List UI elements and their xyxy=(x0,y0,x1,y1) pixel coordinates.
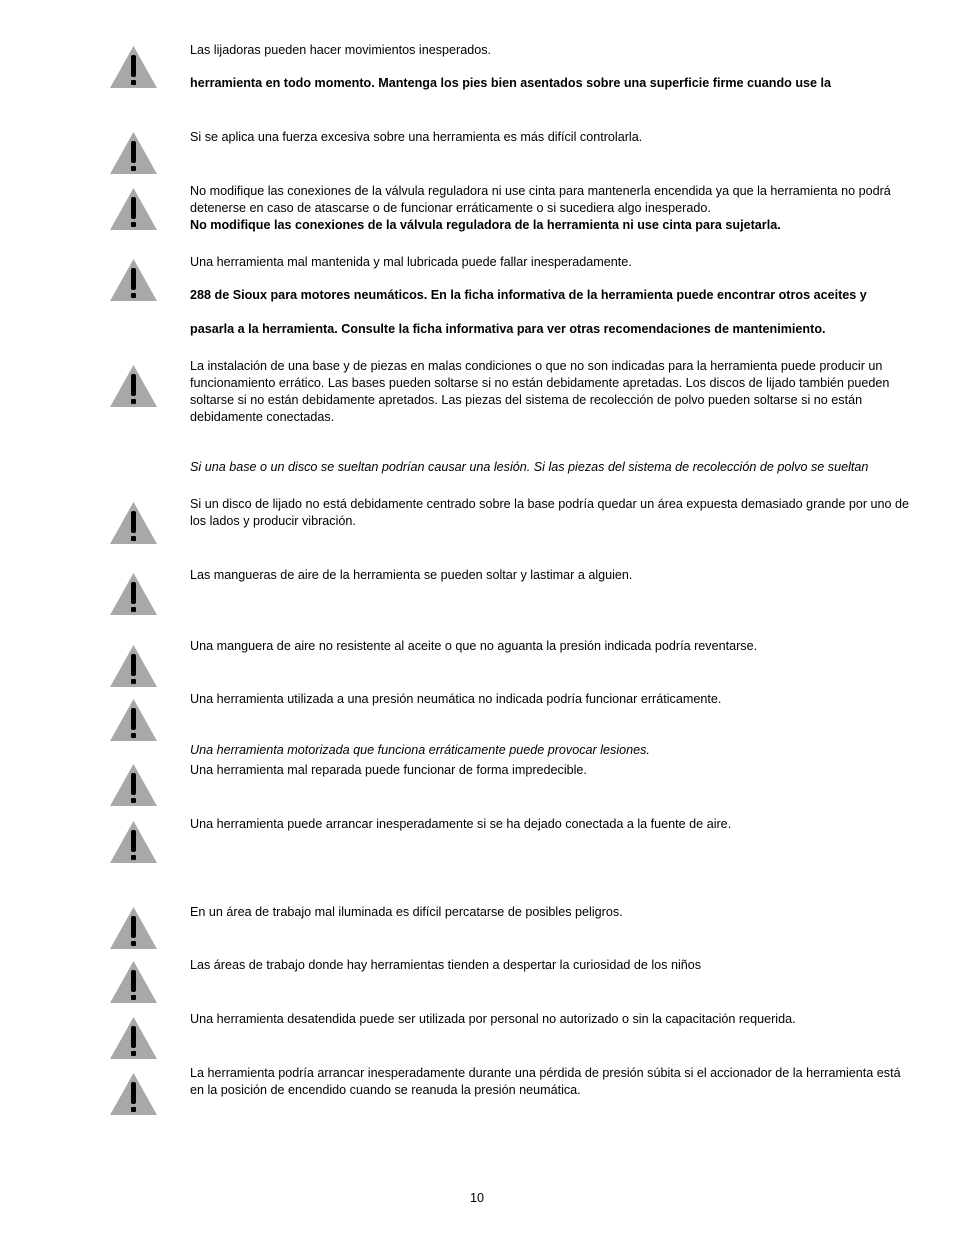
warning-text: Una herramienta mal mantenida y mal lubricada puede fallar inesperadamente. xyxy=(190,255,632,269)
warning-icon xyxy=(109,258,158,302)
warning-text: Las lijadoras pueden hacer movimientos inesperados. xyxy=(190,43,492,57)
warning-text: Una herramienta mal reparada puede funcionar de forma impredecible. xyxy=(190,763,587,777)
consequence-text: Una herramienta motorizada que funciona erráticamente puede provocar lesiones. xyxy=(190,743,650,757)
warning-icon xyxy=(109,960,158,1004)
warning-icon xyxy=(109,187,158,231)
warning-text: La instalación de una base y de piezas en malas condiciones o que no son indicadas para la herramienta puede producir un funcionamiento errático. Las bases pueden soltarse si no están debidamente apretadas. Los discos de lijado también pueden soltarse si no están debidamente apretados. Las piezas del sistema de recolección de polvo pueden soltarse si no están debidamente conectadas. xyxy=(190,359,890,424)
warning-text: Las áreas de trabajo donde hay herramientas tienden a despertar la curiosidad de los niños xyxy=(190,958,702,972)
instruction-text: pasarla a la herramienta. Consulte la ficha informativa para ver otras recomendaciones de mantenimiento. xyxy=(190,322,826,336)
warning-icon xyxy=(109,1016,158,1060)
warning-text: Las mangueras de aire de la herramienta se pueden soltar y lastimar a alguien. xyxy=(190,568,633,582)
warning-text: Una herramienta utilizada a una presión neumática no indicada podría funcionar erráticamente. xyxy=(190,692,722,706)
warning-icon xyxy=(109,131,158,175)
warning-icon xyxy=(109,820,158,864)
warning-text: Una herramienta desatendida puede ser utilizada por personal no autorizado o sin la capacitación requerida. xyxy=(190,1012,796,1026)
warning-icon xyxy=(109,644,158,688)
warning-icon xyxy=(109,763,158,807)
warning-text: Una herramienta puede arrancar inesperadamente si se ha dejado conectada a la fuente de aire. xyxy=(190,817,732,831)
warning-icon xyxy=(109,45,158,89)
instruction-text: No modifique las conexiones de la válvula reguladora de la herramienta ni use cinta para sujetarla. xyxy=(190,218,781,232)
warning-icon xyxy=(109,364,158,408)
warning-text: Si se aplica una fuerza excesiva sobre una herramienta es más difícil controlarla. xyxy=(190,130,643,144)
warning-text: En un área de trabajo mal iluminada es difícil percatarse de posibles peligros. xyxy=(190,905,623,919)
consequence-text: Si una base o un disco se sueltan podrían causar una lesión. Si las piezas del sistema de recolección de polvo se sueltan xyxy=(190,460,869,474)
page-number: 10 xyxy=(469,1191,484,1205)
warning-icon xyxy=(109,501,158,545)
warning-icon xyxy=(109,906,158,950)
warning-text: No modifique las conexiones de la válvula reguladora ni use cinta para mantenerla encendida ya que la herramienta no podrá detenerse en caso de atascarse o de funcionar erráticamente o si sucediera algo inesperado. xyxy=(190,184,891,215)
warning-icon xyxy=(109,1072,158,1116)
warning-icon xyxy=(109,572,158,616)
warning-text: Si un disco de lijado no está debidamente centrado sobre la base podría quedar un área expuesta demasiado grande por uno de los lados y producir vibración. xyxy=(190,497,910,528)
warning-text: Una manguera de aire no resistente al aceite o que no aguanta la presión indicada podría reventarse. xyxy=(190,639,758,653)
instruction-text: herramienta en todo momento. Mantenga los pies bien asentados sobre una superficie firme cuando use la xyxy=(190,76,832,90)
warning-icon xyxy=(109,698,158,742)
warning-text: La herramienta podría arrancar inesperadamente durante una pérdida de presión súbita si el accionador de la herramienta está en la posición de encendido cuando se reanuda la presión neumática. xyxy=(190,1066,901,1097)
instruction-text: 288 de Sioux para motores neumáticos. En la ficha informativa de la herramienta puede encontrar otros aceites y xyxy=(190,288,867,302)
